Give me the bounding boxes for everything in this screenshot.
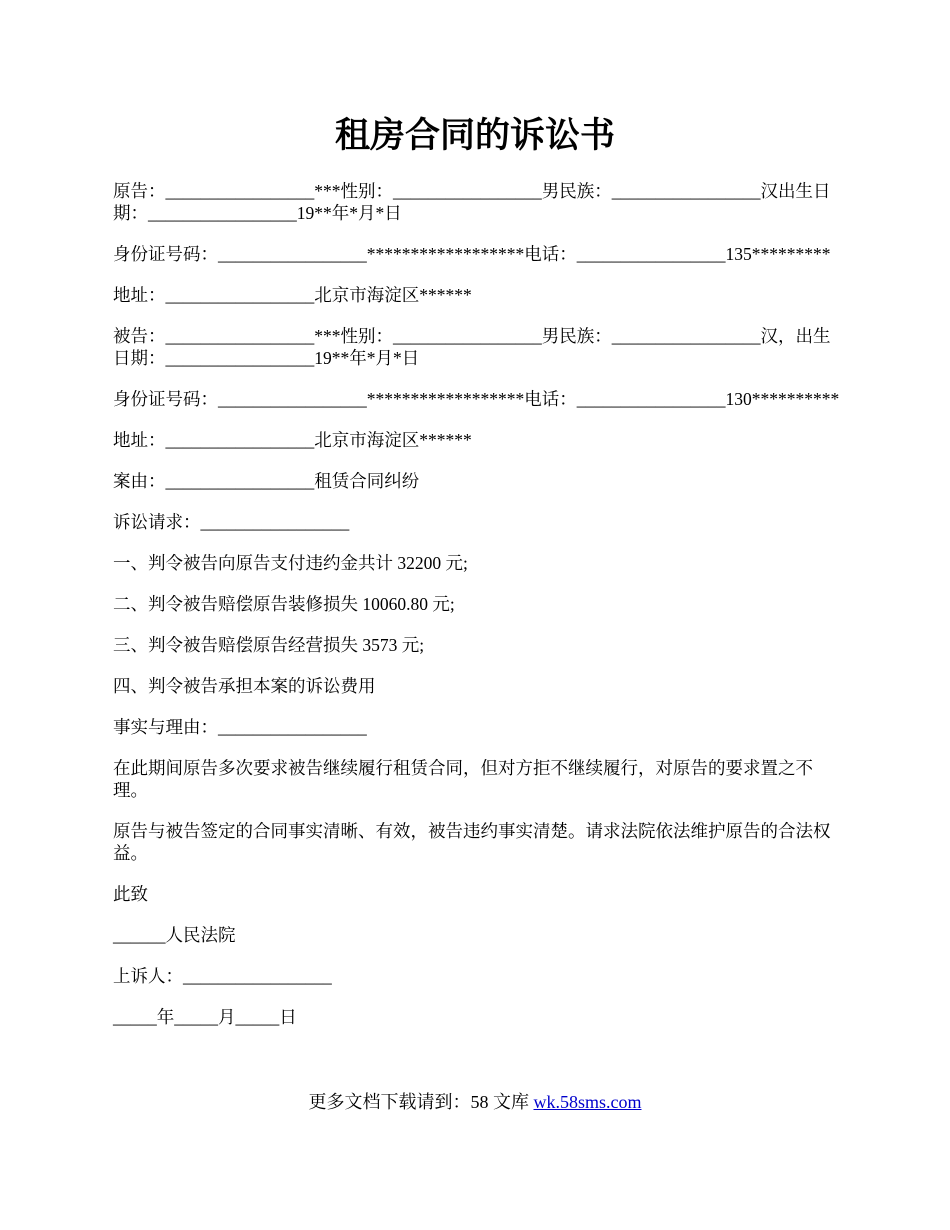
claims-heading: 诉讼请求：_________________: [113, 512, 350, 532]
appellant-signature: 上诉人：_________________: [113, 966, 332, 986]
case-cause: 案由：_________________租赁合同纠纷: [113, 471, 420, 491]
salutation: 此致: [113, 884, 148, 904]
claim-item-3: 三、判令被告赔偿原告经营损失 3573 元;: [113, 635, 425, 655]
defendant-address: 地址：_________________北京市海淀区******: [113, 430, 472, 450]
defendant-id-phone: 身份证号码：_________________******************电话：_________________130**********: [113, 389, 840, 409]
facts-paragraph-2: 原告与被告签定的合同事实清晰、有效，被告违约事实清楚。请求法院依法维护原告的合法权益。: [113, 821, 831, 863]
footer-link[interactable]: wk.58sms.com: [533, 1092, 642, 1112]
plaintiff-info: 原告：_________________***性别：_________________男民族：_________________汉出生日期：_________________19**年*月*日: [113, 181, 831, 223]
document-body: [113, 180, 843, 1047]
claim-item-4: 四、判令被告承担本案的诉讼费用: [113, 676, 376, 696]
claim-item-1: 一、判令被告向原告支付违约金共计 32200 元;: [113, 553, 468, 573]
claim-item-2: 二、判令被告赔偿原告装修损失 10060.80 元;: [113, 594, 455, 614]
date-line: _____年_____月_____日: [113, 1007, 297, 1027]
document-title: 租房合同的诉讼书: [334, 116, 615, 155]
footer-text: 更多文档下载请到：58 文库: [308, 1092, 534, 1112]
court-name: ______人民法院: [113, 925, 236, 945]
plaintiff-address: 地址：_________________北京市海淀区******: [113, 285, 472, 305]
plaintiff-id-phone: 身份证号码：_________________******************电话：_________________135*********: [113, 244, 831, 264]
facts-heading: 事实与理由：_________________: [113, 717, 367, 737]
defendant-info: 被告：_________________***性别：_________________男民族：_________________汉，出生日期：_________________19**年*月*日: [113, 326, 831, 368]
facts-paragraph-1: 在此期间原告多次要求被告继续履行租赁合同，但对方拒不继续履行，对原告的要求置之不理。: [113, 758, 813, 800]
footer: [0, 1090, 950, 1114]
